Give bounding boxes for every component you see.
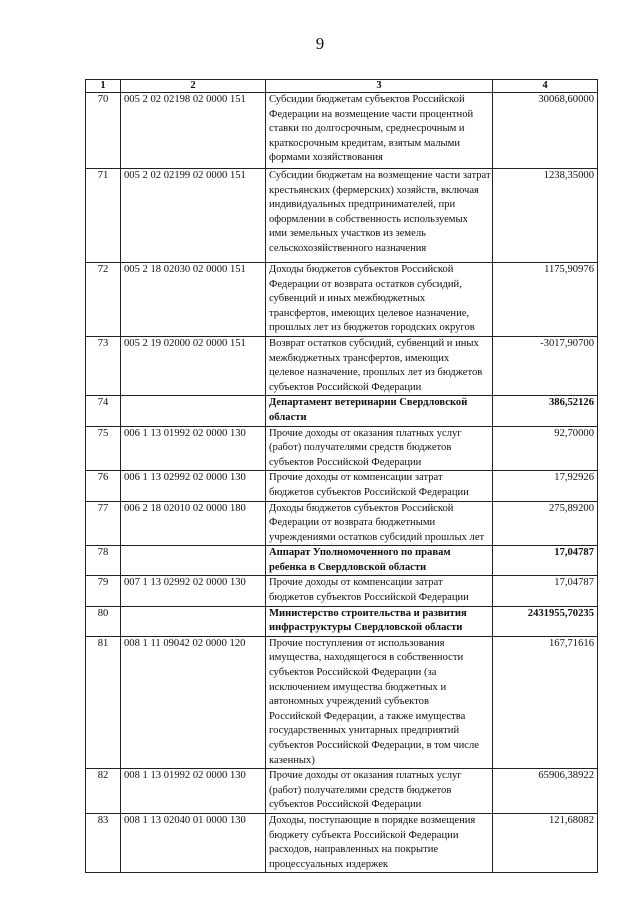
budget-classification-code — [121, 396, 266, 426]
description-line: бюджетов субъектов Российской Федерации — [269, 486, 469, 498]
table-row — [86, 769, 598, 814]
revenue-description — [266, 636, 493, 768]
description-line: Субсидии бюджетам субъектов Российской — [269, 94, 465, 105]
page-number: 9 — [315, 34, 325, 53]
table-row — [86, 336, 598, 395]
description-line: Российской Федерации, а также имущества — [269, 710, 466, 722]
description-line: Прочие поступления от использования — [269, 637, 445, 649]
revenue-description — [266, 546, 493, 576]
header-col-3: 3 — [266, 80, 493, 93]
description-line: казенных) — [269, 754, 315, 766]
description-line: ребенка в Свердловской области — [269, 561, 427, 573]
amount-value: 2431955,70235 — [493, 606, 598, 636]
row-number: 74 — [86, 396, 121, 426]
description-line: бюджету субъекта Российской Федерации — [269, 829, 459, 841]
row-number: 80 — [86, 606, 121, 636]
row-number: 83 — [86, 813, 121, 872]
description-line: Доходы бюджетов субъектов Российской — [269, 264, 454, 275]
row-number: 78 — [86, 546, 121, 576]
description-line: исключением имущества бюджетных и — [269, 681, 447, 693]
description-line: сельскохозяйственного назначения — [269, 242, 427, 254]
description-line: Министерство строительства и развития — [269, 607, 467, 619]
revenue-description — [266, 263, 493, 337]
amount-value: 17,04787 — [493, 546, 598, 576]
budget-classification-code: 005 2 02 02199 02 0000 151 — [121, 169, 266, 263]
amount-value: 121,68082 — [493, 813, 598, 872]
description-line: Доходы, поступающие в порядке возмещения — [269, 814, 476, 826]
amount-value: 92,70000 — [493, 426, 598, 471]
description-line: государственных унитарных предприятий — [269, 725, 460, 737]
table-row — [86, 813, 598, 872]
budget-classification-code — [121, 546, 266, 576]
budget-classification-code: 005 2 02 02198 02 0000 151 — [121, 93, 266, 169]
row-number: 77 — [86, 501, 121, 546]
description-line: Федерации от возврата бюджетными — [269, 517, 436, 529]
table-row — [86, 636, 598, 768]
description-line: учреждениями остатков субсидий прошлых лет — [269, 531, 485, 543]
description-line: бюджетов субъектов Российской Федерации — [269, 592, 469, 604]
description-line: индивидуальных предпринимателей, при — [269, 199, 456, 211]
amount-value: -3017,90700 — [493, 336, 598, 395]
amount-value: 30068,60000 — [493, 93, 598, 169]
description-line: Прочие доходы от компенсации затрат — [269, 577, 443, 589]
description-line: крестьянских (фермерских) хозяйств, включая — [269, 184, 479, 196]
row-number: 70 — [86, 93, 121, 169]
description-line: целевое назначение, прошлых лет из бюджетов — [269, 367, 483, 379]
revenue-description — [266, 576, 493, 606]
revenue-description — [266, 813, 493, 872]
table-row — [86, 263, 598, 337]
table-row — [86, 396, 598, 426]
description-line: краткосрочным кредитам, взятым малыми — [269, 137, 461, 149]
row-number: 81 — [86, 636, 121, 768]
table-row — [86, 546, 598, 576]
budget-classification-code: 006 1 13 01992 02 0000 130 — [121, 426, 266, 471]
row-number: 75 — [86, 426, 121, 471]
budget-classification-code — [121, 606, 266, 636]
budget-classification-code: 007 1 13 02992 02 0000 130 — [121, 576, 266, 606]
description-line: инфраструктуры Свердловской области — [269, 622, 463, 634]
description-line: Прочие доходы от компенсации затрат — [269, 472, 443, 484]
table-row — [86, 471, 598, 501]
revenue-description — [266, 336, 493, 395]
amount-value: 17,92926 — [493, 471, 598, 501]
revenue-description — [266, 426, 493, 471]
revenue-description — [266, 471, 493, 501]
description-line: межбюджетных трансфертов, имеющих — [269, 352, 450, 364]
budget-classification-code: 008 1 13 02040 01 0000 130 — [121, 813, 266, 872]
revenue-description — [266, 93, 493, 169]
description-line: Аппарат Уполномоченного по правам — [269, 547, 451, 559]
revenue-description — [266, 169, 493, 263]
budget-classification-code: 006 2 18 02010 02 0000 180 — [121, 501, 266, 546]
description-line: субъектов Российской Федерации (за — [269, 667, 437, 679]
description-line: имущества, находящегося в собственности — [269, 652, 464, 664]
description-line: Прочие доходы от оказания платных услуг — [269, 427, 462, 439]
table-row — [86, 576, 598, 606]
description-line: субъектов Российской Федерации — [269, 381, 422, 393]
amount-value: 1238,35000 — [493, 169, 598, 263]
description-line: (работ) получателями средств бюджетов — [269, 784, 452, 796]
description-line: оформлении в собственность используемых — [269, 213, 468, 225]
table-row — [86, 169, 598, 263]
description-line: области — [269, 411, 307, 423]
description-line: ставки по долгосрочным, среднесрочным и — [269, 123, 465, 135]
budget-classification-code: 006 1 13 02992 02 0000 130 — [121, 471, 266, 501]
budget-revenue-table — [85, 79, 598, 873]
table-row — [86, 426, 598, 471]
description-line: Федерации от возврата остатков субсидий, — [269, 278, 462, 290]
amount-value: 17,04787 — [493, 576, 598, 606]
description-line: процессуальных издержек — [269, 858, 389, 870]
revenue-description — [266, 501, 493, 546]
row-number: 72 — [86, 263, 121, 337]
description-line: Доходы бюджетов субъектов Российской — [269, 502, 454, 514]
description-line: (работ) получателями средств бюджетов — [269, 442, 452, 454]
header-col-4: 4 — [493, 80, 598, 93]
budget-classification-code: 008 1 11 09042 02 0000 120 — [121, 636, 266, 768]
amount-value: 167,71616 — [493, 636, 598, 768]
revenue-description — [266, 606, 493, 636]
description-line: субвенций и иных межбюджетных — [269, 293, 426, 305]
description-line: расходов, направленных на покрытие — [269, 844, 439, 856]
header-col-2: 2 — [121, 80, 266, 93]
amount-value: 386,52126 — [493, 396, 598, 426]
description-line: субъектов Российской Федерации — [269, 799, 422, 811]
amount-value: 275,89200 — [493, 501, 598, 546]
revenue-description — [266, 396, 493, 426]
revenue-description — [266, 769, 493, 814]
table-header-row — [86, 80, 598, 93]
description-line: прошлых лет из бюджетов городских округов — [269, 322, 475, 334]
description-line: Возврат остатков субсидий, субвенций и иных — [269, 337, 479, 349]
description-line: Субсидии бюджетам на возмещение части затрат — [269, 170, 491, 181]
table-row — [86, 93, 598, 169]
row-number: 82 — [86, 769, 121, 814]
row-number: 79 — [86, 576, 121, 606]
description-line: автономных учреждений субъектов — [269, 696, 429, 708]
description-line: субъектов Российской Федерации, в том числе — [269, 740, 479, 751]
budget-classification-code: 005 2 19 02000 02 0000 151 — [121, 336, 266, 395]
budget-classification-code: 005 2 18 02030 02 0000 151 — [121, 263, 266, 337]
row-number: 76 — [86, 471, 121, 501]
description-line: Федерации на возмещение части процентной — [269, 108, 474, 120]
budget-classification-code: 008 1 13 01992 02 0000 130 — [121, 769, 266, 814]
amount-value: 65906,38922 — [493, 769, 598, 814]
row-number: 71 — [86, 169, 121, 263]
description-line: субъектов Российской Федерации — [269, 456, 422, 468]
description-line: ими земельных участков из земель — [269, 228, 426, 240]
amount-value: 1175,90976 — [493, 263, 598, 337]
header-col-1: 1 — [86, 80, 121, 93]
table-row — [86, 501, 598, 546]
description-line: трансфертов, имеющих целевое назначение, — [269, 307, 470, 319]
description-line: формами хозяйствования — [269, 152, 383, 164]
table-row — [86, 606, 598, 636]
description-line: Прочие доходы от оказания платных услуг — [269, 770, 462, 782]
row-number: 73 — [86, 336, 121, 395]
description-line: Департамент ветеринарии Свердловской — [269, 397, 468, 409]
